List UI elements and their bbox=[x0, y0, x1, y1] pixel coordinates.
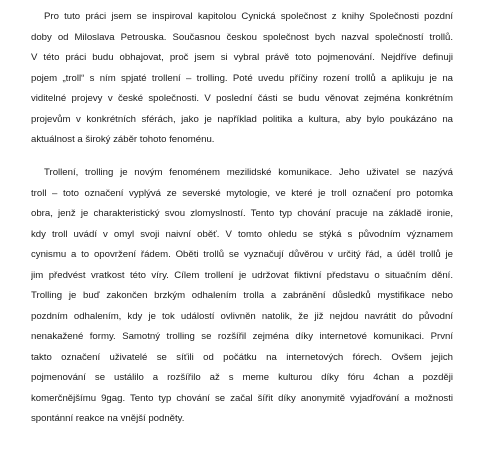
text-line: pojmenování se ustálilo a rozšířilo až s meme kulturou díky fóru 4chan a později bbox=[31, 372, 453, 383]
text-line: pozdním odhalením, kdy je tok událostí ovlivněn natolik, že již nejdou navrátit do původní bbox=[31, 310, 453, 322]
text-line: troll – toto označení vyplývá ze severské mytologie, ve které je troll označení pro potomka bbox=[31, 187, 453, 199]
text-line: doby od Miloslava Petrouska. Současnou českou společnost bych nazval společností trollů. bbox=[31, 31, 453, 43]
text-line: nenakažené formy. Samotný trolling se rozšířil zejména díky internetové komunikaci. První bbox=[31, 331, 453, 342]
text-line: Pro tuto práci jsem se inspiroval kapitolou Cynická společnost z knihy Společnosti pozdní bbox=[44, 11, 453, 22]
text-line: spontánní reakce na vnější podněty. bbox=[31, 413, 185, 424]
text-line: Trollení, trolling je novým fenoménem mezilidské komunikace. Jeho uživatel se nazývá bbox=[44, 167, 453, 178]
text-line: cynismu a to opovržení řádem. Oběti trollů se vyznačují důvěrou v určitý řád, a úděl trollů je bbox=[31, 249, 453, 260]
text-line: komerčnějšímu 9gag. Tento typ chování se začal šířit díky anonymitě vyjadřování a možnosti bbox=[31, 392, 453, 404]
text-line: aktuálnost a široký záběr tohoto fenoménu. bbox=[31, 134, 215, 145]
text-line: Trolling je buď zakončen brzkým odhalením trolla a zabránění důsledků mystifikace nebo bbox=[31, 290, 453, 301]
text-line: pojem „troll“ s ním spjaté trollení – trolling. Poté uvedu příčiny rození trollů a aplikuju je na bbox=[31, 72, 453, 84]
text-line: projevům v konkrétních sférách, jako je například politika a kultura, aby bylo poukázáno na bbox=[31, 113, 453, 125]
text-line: V této práci budu obhajovat, proč jsem si vybral právě toto pojmenování. Nejdříve definuji bbox=[31, 52, 453, 63]
text-line: takto označení uživatelé se síťili od počátku na internetových fórech. Ovšem jejich bbox=[31, 351, 453, 363]
paragraph-intro bbox=[31, 7, 453, 151]
text-line: jim předvést vratkost této víry. Cílem trollení je udržovat fiktivní představu o situačním dění. bbox=[31, 269, 453, 281]
paragraph-trolling bbox=[31, 163, 453, 430]
text-line: obra, jenž je charakteristický svou zlomyslností. Tento typ chování pracuje na základě ironie, bbox=[31, 208, 453, 219]
text-line: kdy troll uvádí v omyl svoji naivní oběť. V tomto ohledu se stýká s původním významem bbox=[31, 228, 453, 240]
text-line: viditelné projevy v české společnosti. V poslední části se budu věnovat zejména konkrétním bbox=[31, 93, 453, 104]
